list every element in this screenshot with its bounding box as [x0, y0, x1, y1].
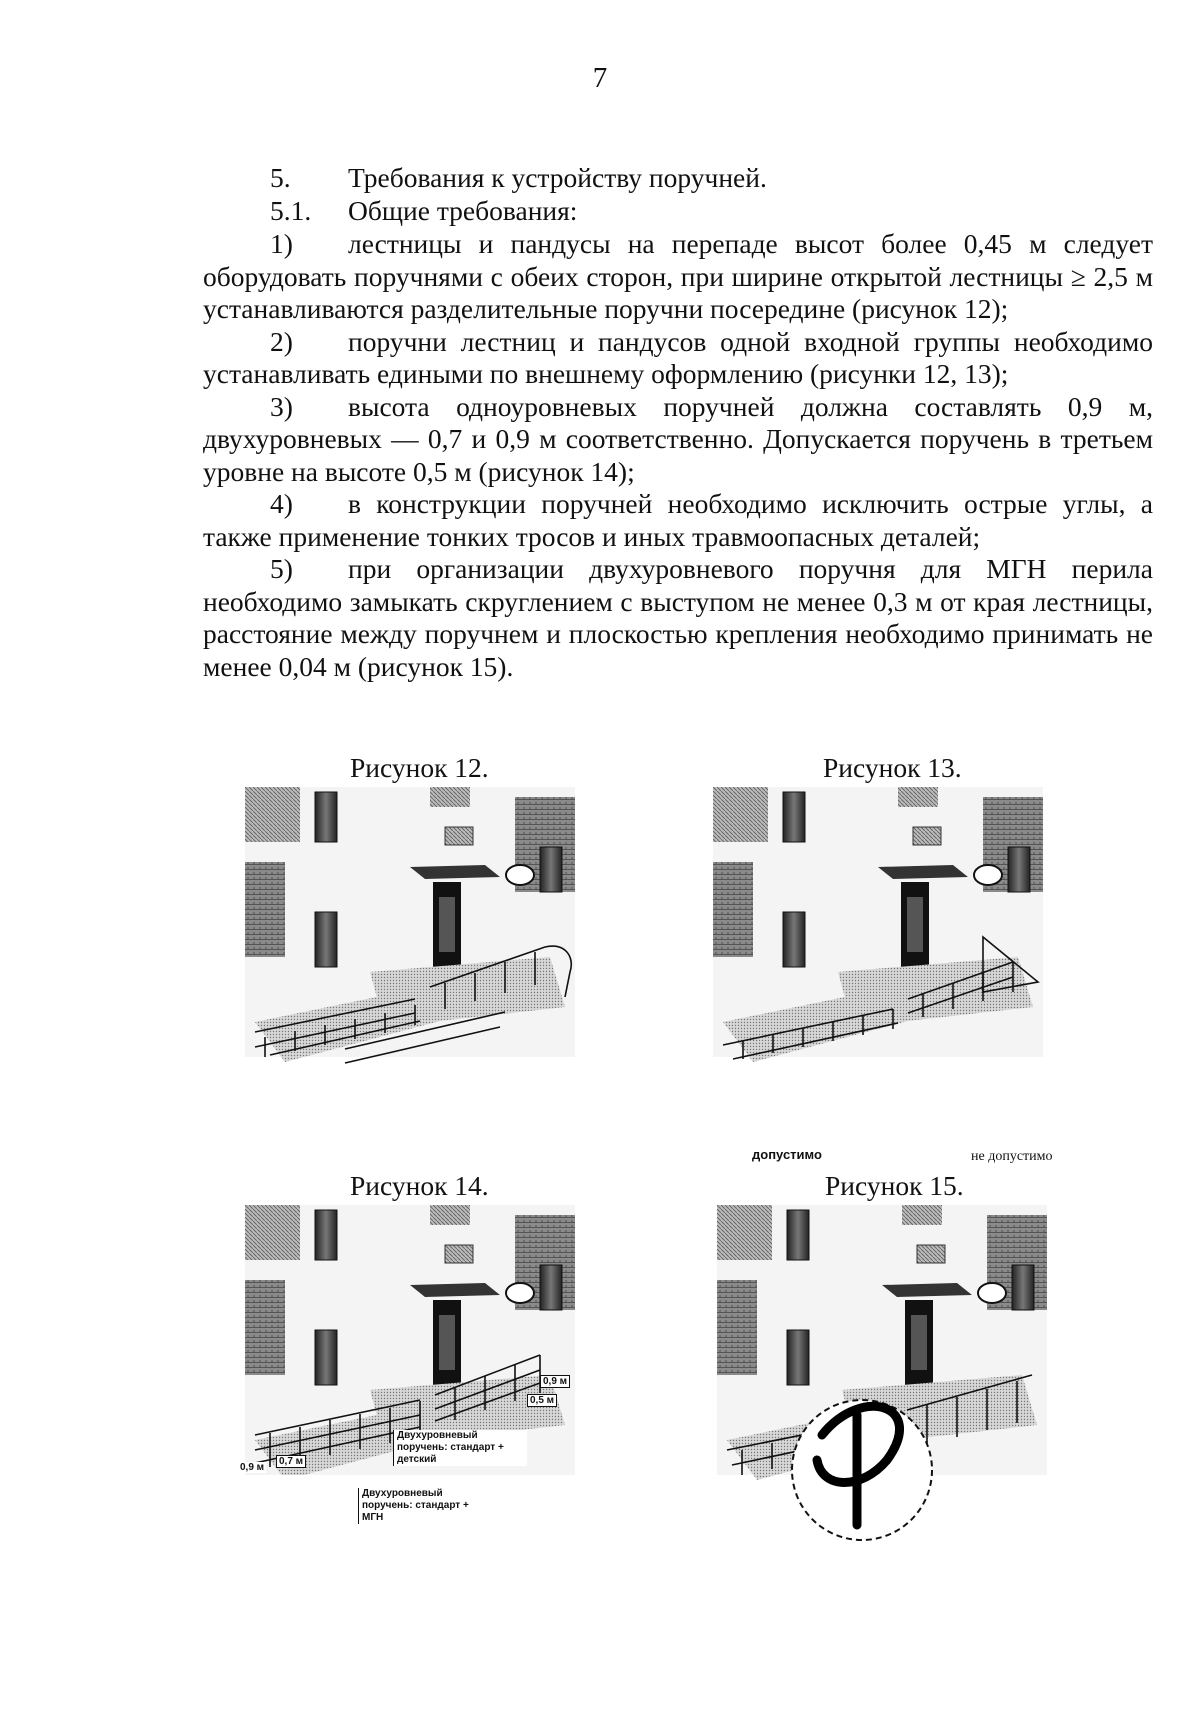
figure-13-caption: Рисунок 13. — [823, 752, 962, 783]
list-item-text: лестницы и пандусы на перепаде высот более 0,45 м следует оборудовать поручнями с обеих сторон, при ширине открытой лестницы ≥ 2,5 м устанавливаются разделительные поручни посередине (рисунок 12); — [203, 228, 1153, 324]
list-item — [203, 326, 1153, 391]
document-body — [203, 162, 1153, 683]
figure-12-illustration — [245, 787, 585, 1077]
list-item — [203, 553, 1153, 683]
list-item-number: 5) — [270, 553, 293, 584]
label-allowed: допустимо — [752, 1147, 822, 1162]
figure-12 — [245, 752, 585, 1082]
figure-15 — [712, 1170, 1057, 1550]
note-child-handrail: Двухуровневый поручень: стандарт + детский — [393, 1430, 527, 1466]
list-item-number: 4) — [270, 488, 293, 519]
figure-14 — [240, 1170, 585, 1540]
list-item-text: в конструкции поручней необходимо исключить острые углы, а также применение тонких тросов и иных травмоопасных деталей; — [203, 488, 1153, 552]
note-mgn-handrail: Двухуровневый поручень: стандарт + МГН — [358, 1488, 492, 1524]
figure-15-illustration — [712, 1205, 1057, 1545]
dimension-07: 0,7 м — [276, 1455, 306, 1468]
dimension-09-right: 0,9 м — [540, 1375, 570, 1388]
list-item — [203, 488, 1153, 553]
list-item-text: высота одноуровневых поручней должна составлять 0,9 м, двухуровневых — 0,7 и 0,9 м соответственно. Допускается поручень в третьем уровне на высоте 0,5 м (рисунок 14); — [203, 390, 1153, 487]
dimension-05: 0,5 м — [527, 1394, 557, 1407]
dimension-09-left: 0,9 м — [240, 1462, 265, 1473]
list-item-number: 3) — [270, 390, 293, 422]
page-number: 7 — [592, 62, 608, 94]
section-number: 5. — [270, 162, 291, 193]
list-item-number: 1) — [270, 228, 293, 259]
list-item-text: поручни лестниц и пандусов одной входной группы необходимо устанавливать едиными по внешнему оформлению (рисунки 12, 13); — [203, 325, 1153, 389]
subsection-number: 5.1. — [270, 195, 312, 226]
list-item — [203, 228, 1153, 326]
section-heading — [203, 162, 1153, 195]
figure-13-illustration — [713, 787, 1053, 1077]
section-title: Требования к устройству поручней. — [348, 162, 767, 193]
label-not-allowed: не допустимо — [971, 1149, 1053, 1164]
figure-12-caption: Рисунок 12. — [350, 752, 489, 783]
subsection-title: Общие требования: — [348, 195, 578, 226]
list-item — [203, 391, 1153, 489]
figure-15-caption: Рисунок 15. — [825, 1170, 964, 1201]
list-item-text: при организации двухуровневого поручня для МГН перила необходимо замыкать скруглением с выступом не менее 0,3 м от края лестницы, расстояние между поручнем и плоскостью крепления необходимо принимать не менее 0,04 м (рисунок 15). — [203, 553, 1153, 682]
figure-13 — [713, 752, 1053, 1082]
figure-14-caption: Рисунок 14. — [350, 1170, 489, 1201]
subsection-heading — [203, 195, 1153, 228]
list-item-number: 2) — [270, 325, 293, 357]
